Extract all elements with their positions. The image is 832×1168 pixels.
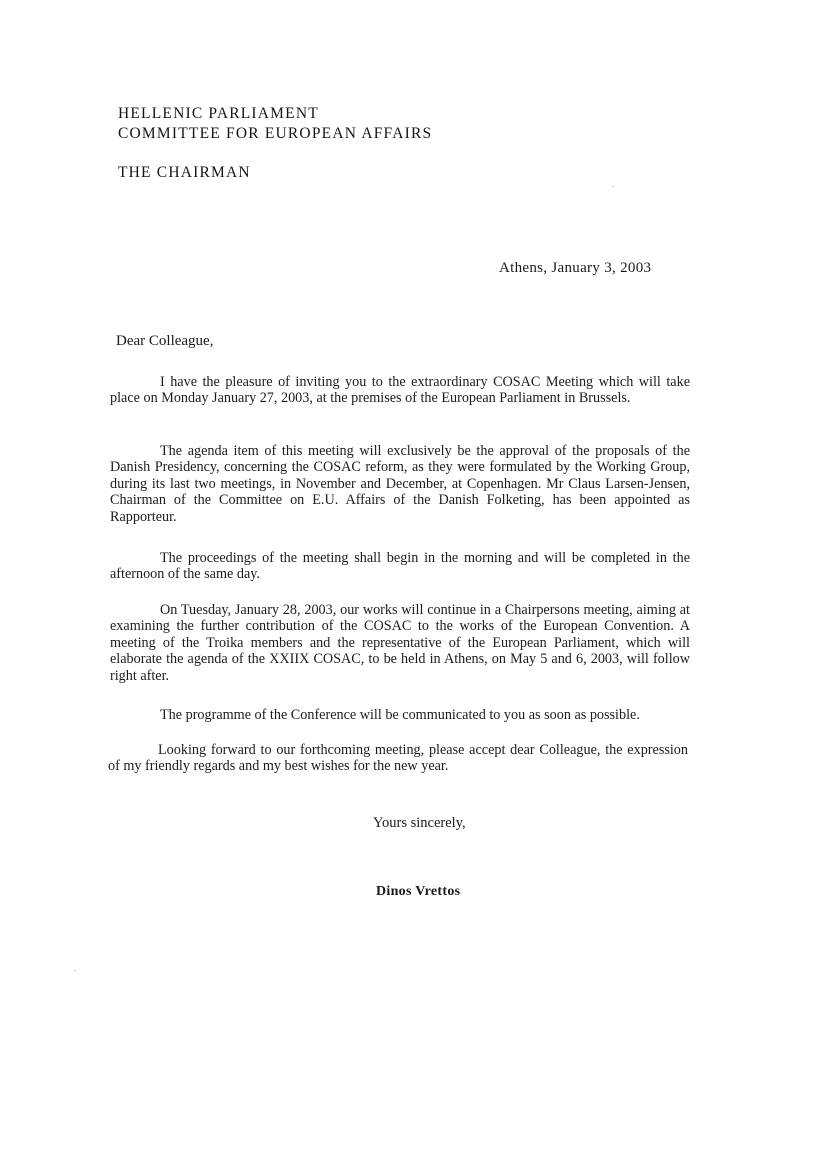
letter-date: Athens, January 3, 2003 xyxy=(499,260,652,276)
scan-speck xyxy=(612,186,614,187)
salutation: Dear Colleague, xyxy=(116,333,214,349)
body-paragraph xyxy=(110,602,690,684)
paragraph-proceedings: The proceedings of the meeting shall begin in the morning and will be completed in the afternoon of the same day. xyxy=(110,550,690,583)
paragraph-programme: The programme of the Conference will be communicated to you as soon as possible. xyxy=(160,707,640,723)
body-paragraph xyxy=(110,707,690,723)
scan-speck xyxy=(74,970,76,971)
letterhead-chairman: THE CHAIRMAN xyxy=(118,164,251,181)
paragraph-regards: Looking forward to our forthcoming meeting, please accept dear Colleague, the expression of my friendly regards and my best wishes for the new year. xyxy=(108,742,688,775)
signature-name: Dinos Vrettos xyxy=(376,884,461,899)
letterhead-committee: COMMITTEE FOR EUROPEAN AFFAIRS xyxy=(118,125,433,142)
paragraph-invitation: I have the pleasure of inviting you to the extraordinary COSAC Meeting which will take place on Monday January 27, 2003, at the premises of the European Parliament in Brussels. xyxy=(110,374,690,407)
body-paragraph xyxy=(108,742,688,775)
letterhead xyxy=(118,104,432,183)
body-paragraph xyxy=(110,374,690,407)
paragraph-agenda: The agenda item of this meeting will exclusively be the approval of the proposals of the Danish Presidency, concerning the COSAC reform, as they were formulated by the Working Group, during its last two meetings, in November and December, at Copenhagen. Mr Claus Larsen-Jensen, Chairman of the Committee on E.U. Affairs of the Danish Folketing, has been appointed as Rapporteur. xyxy=(110,443,690,525)
paragraph-tuesday: On Tuesday, January 28, 2003, our works will continue in a Chairpersons meeting, aiming at examining the further contribution of the COSAC to the works of the European Convention. A meeting of the Troika members and the representative of the European Parliament, which will elaborate the agenda of the XXIIX COSAC, to be held in Athens, on May 5 and 6, 2003, will follow right after. xyxy=(110,602,690,684)
letterhead-parliament: HELLENIC PARLIAMENT xyxy=(118,105,319,122)
body-paragraph xyxy=(110,550,690,583)
body-paragraph xyxy=(110,443,690,525)
closing: Yours sincerely, xyxy=(373,815,466,831)
